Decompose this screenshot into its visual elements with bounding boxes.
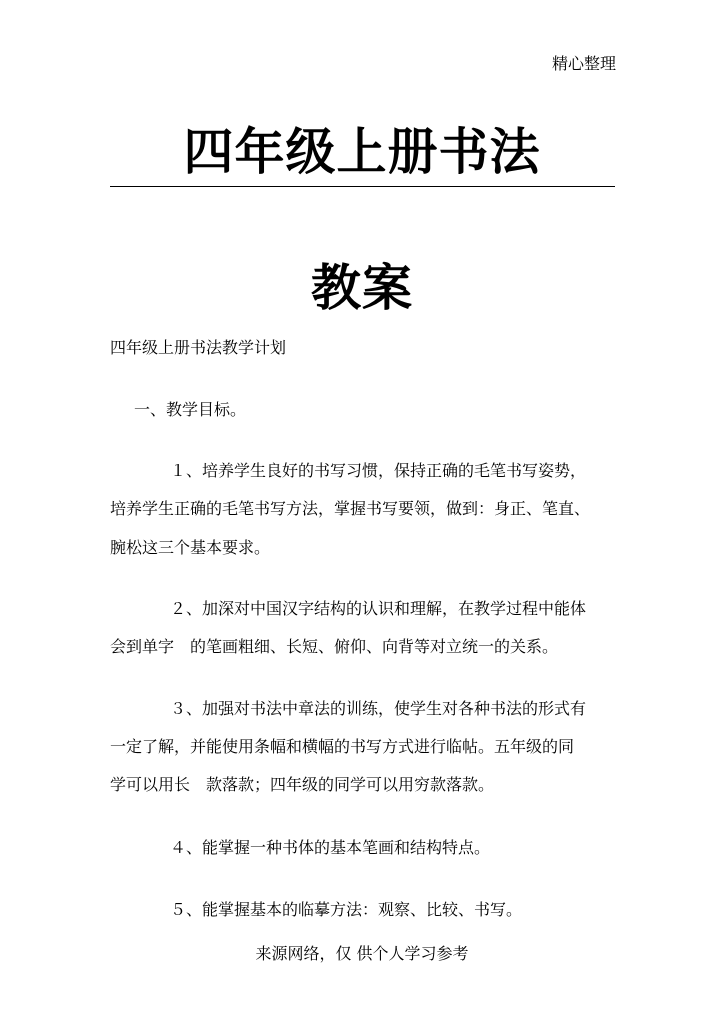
document-title: 四年级上册书法: [183, 123, 541, 181]
plan-title: 四年级上册书法教学计划: [110, 338, 287, 357]
title-divider: [110, 186, 615, 187]
item1-line2: 培养学生正确的毛笔书写方法，掌握书写要领，做到：身正、笔直、: [110, 499, 591, 518]
footer-note: 来源网络，仅 供个人学习参考: [255, 944, 469, 963]
item1-line1: １、培养学生良好的书写习惯，保持正确的毛笔书写姿势，: [170, 461, 587, 480]
item1-line3: 腕松这三个基本要求。: [110, 538, 271, 557]
item4-line1: ４、能掌握一种书体的基本笔画和结构特点。: [170, 838, 491, 857]
item3-line3: 学可以用长 款落款；四年级的同学可以用穷款落款。: [110, 775, 495, 794]
document-title-continued: 教案: [311, 259, 413, 317]
item3-line2: 一定了解，并能使用条幅和横幅的书写方式进行临帖。五年级的同: [110, 737, 575, 756]
header-note: 精心整理: [551, 54, 616, 73]
item5-line1: ５、能掌握基本的临摹方法：观察、比较、书写。: [170, 900, 523, 919]
item3-line1: ３、加强对书法中章法的训练，使学生对各种书法的形式有: [170, 699, 587, 718]
item2-line1: ２、加深对中国汉字结构的认识和理解，在教学过程中能体: [170, 599, 587, 618]
section-heading-goals: 一、教学目标。: [134, 400, 247, 419]
item2-line2: 会到单字 的笔画粗细、长短、俯仰、向背等对立统一的关系。: [110, 637, 559, 656]
